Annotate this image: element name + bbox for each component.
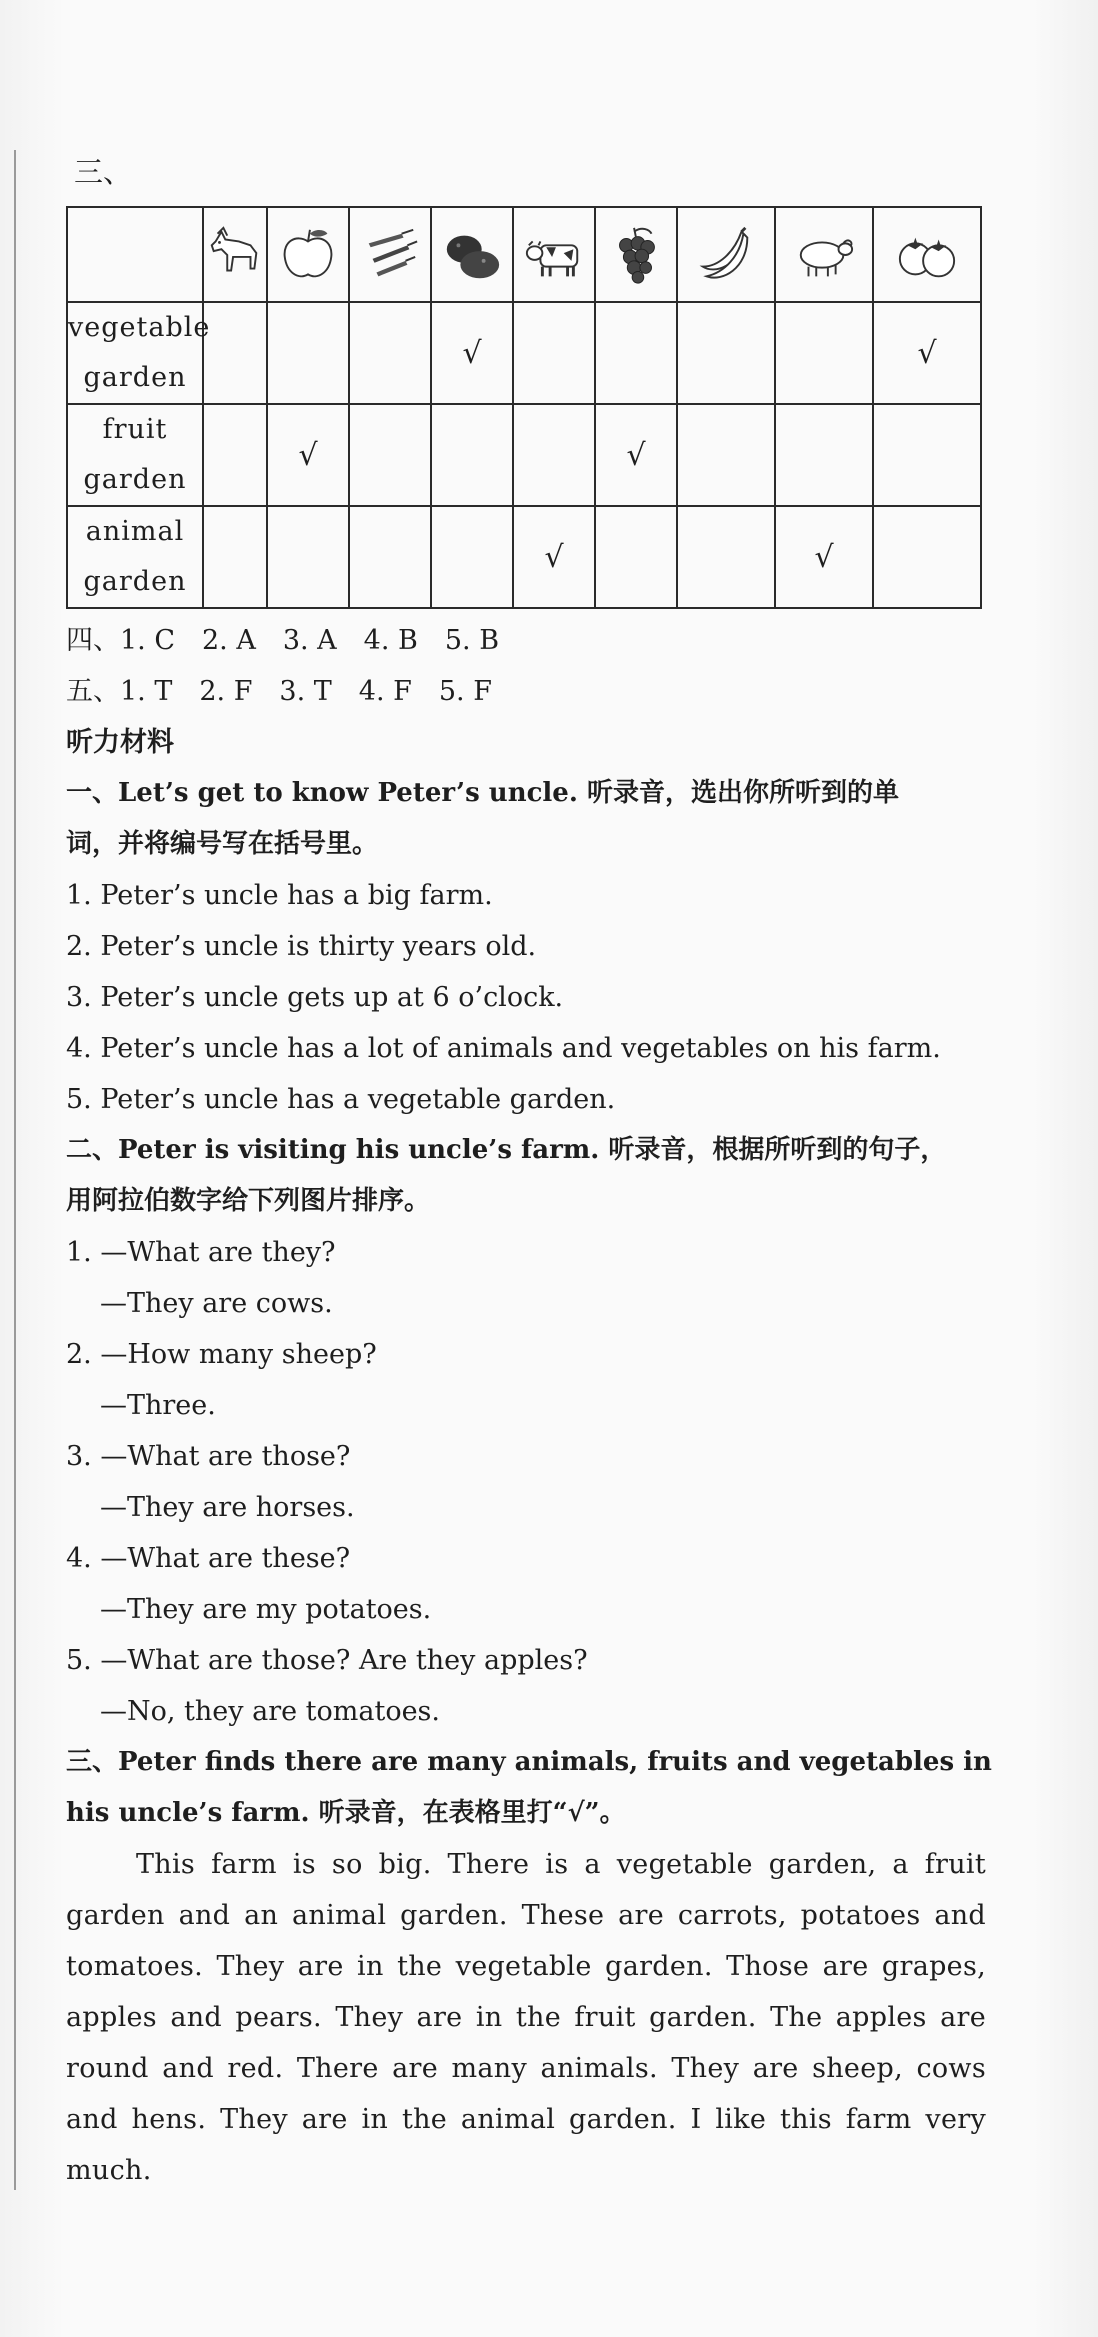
header-empty-cell <box>67 207 203 302</box>
q2-line: —No, they are tomatoes. <box>100 1696 440 1727</box>
cow-cell <box>513 207 595 302</box>
row-label-vegetable-garden: vegetable garden <box>67 302 203 404</box>
tomatoes-icon <box>896 224 958 286</box>
table-cell <box>595 302 677 404</box>
q2-line: —Three. <box>100 1390 216 1421</box>
q2-line: 5. —What are those? Are they apples? <box>66 1645 588 1676</box>
table-cell <box>349 404 431 506</box>
grapes-cell <box>595 207 677 302</box>
table-cell <box>873 302 981 404</box>
carrots-cell <box>349 207 431 302</box>
answers-section-4: 四、1. C 2. A 3. A 4. B 5. B <box>66 625 500 656</box>
table-cell <box>203 404 267 506</box>
bananas-icon <box>695 224 757 286</box>
q2-line: —They are my potatoes. <box>100 1594 432 1625</box>
tomatoes-cell <box>873 207 981 302</box>
table-cell <box>431 506 513 608</box>
check-mark: √ <box>917 335 937 371</box>
q2-line: 1. —What are they? <box>66 1237 336 1268</box>
row-label-animal-garden: animal garden <box>67 506 203 608</box>
table-cell <box>203 302 267 404</box>
table-cell <box>349 506 431 608</box>
table-cell <box>513 506 595 608</box>
table-cell <box>677 506 775 608</box>
check-mark: √ <box>814 539 834 575</box>
table-cell <box>595 404 677 506</box>
farm-table <box>66 206 982 609</box>
potatoes-icon <box>441 224 503 286</box>
check-mark: √ <box>298 437 318 473</box>
table-cell <box>775 302 873 404</box>
apple-icon <box>277 224 339 286</box>
answers-section-5: 五、1. T 2. F 3. T 4. F 5. F <box>66 676 492 707</box>
table-cell <box>775 506 873 608</box>
table-row-vegetable <box>67 302 981 404</box>
check-mark: √ <box>544 539 564 575</box>
section-3-mark: 三、 <box>74 155 133 189</box>
potatoes-cell <box>431 207 513 302</box>
listening-title: 听力材料 <box>66 727 174 758</box>
table-cell <box>431 404 513 506</box>
horse-icon <box>204 224 266 286</box>
check-mark: √ <box>626 437 646 473</box>
table-cell <box>873 404 981 506</box>
apple-cell <box>267 207 349 302</box>
table-cell <box>677 404 775 506</box>
q2-line: —They are horses. <box>100 1492 355 1523</box>
table-cell <box>203 506 267 608</box>
table-cell <box>513 404 595 506</box>
q1-item: 2. Peter’s uncle is thirty years old. <box>66 931 537 962</box>
q2-line: 4. —What are these? <box>66 1543 351 1574</box>
table-cell <box>431 302 513 404</box>
q2-line: 2. —How many sheep? <box>66 1339 377 1370</box>
q1-item: 4. Peter’s uncle has a lot of animals and vegetables on his farm. <box>66 1033 941 1064</box>
margin-line <box>14 150 16 2190</box>
cow-icon <box>523 224 585 286</box>
table-cell <box>513 302 595 404</box>
table-row-fruit <box>67 404 981 506</box>
grapes-icon <box>605 224 667 286</box>
q3-heading-line-2: his uncle’s farm. 听录音，在表格里打“√”。 <box>66 1798 626 1828</box>
q1-heading-line-2: 词，并将编号写在括号里。 <box>66 829 379 859</box>
q2-heading-line-2: 用阿拉伯数字给下列图片排序。 <box>66 1186 431 1216</box>
horse-cell <box>203 207 267 302</box>
table-cell <box>775 404 873 506</box>
q1-heading-line-1: 一、Let’s get to know Peter’s uncle. 听录音，选出你所听到的单 <box>66 778 899 808</box>
q3-passage: This farm is so big. There is a vegetable garden, a fruit garden and an animal garden. These are carrots, potatoes and tomatoes. They are in the vegetable garden. Those are grapes, apples and pears. They are in the fruit garden. The apples are round and red. There are many animals. They are sheep, cows and hens. They are in the animal garden. I like this farm very much. <box>66 1849 986 2186</box>
check-mark: √ <box>462 335 482 371</box>
row-label-fruit-garden: fruit garden <box>67 404 203 506</box>
q3-heading-line-1: 三、Peter finds there are many animals, fruits and vegetables in <box>66 1747 992 1777</box>
carrots-icon <box>359 224 421 286</box>
q2-line: 3. —What are those? <box>66 1441 351 1472</box>
table-cell <box>267 302 349 404</box>
q1-item: 5. Peter’s uncle has a vegetable garden. <box>66 1084 616 1115</box>
q1-item: 1. Peter’s uncle has a big farm. <box>66 880 493 911</box>
answer-content <box>66 150 992 2196</box>
table-cell <box>349 302 431 404</box>
q2-line: —They are cows. <box>100 1288 333 1319</box>
bananas-cell <box>677 207 775 302</box>
table-cell <box>267 404 349 506</box>
table-cell <box>873 506 981 608</box>
table-header-row <box>67 207 981 302</box>
sheep-cell <box>775 207 873 302</box>
q2-heading-line-1: 二、Peter is visiting his uncle’s farm. 听录音，根据所听到的句子， <box>66 1135 947 1165</box>
table-cell <box>595 506 677 608</box>
table-cell <box>267 506 349 608</box>
q1-item: 3. Peter’s uncle gets up at 6 o’clock. <box>66 982 564 1013</box>
sheep-icon <box>793 224 855 286</box>
table-cell <box>677 302 775 404</box>
table-row-animal <box>67 506 981 608</box>
